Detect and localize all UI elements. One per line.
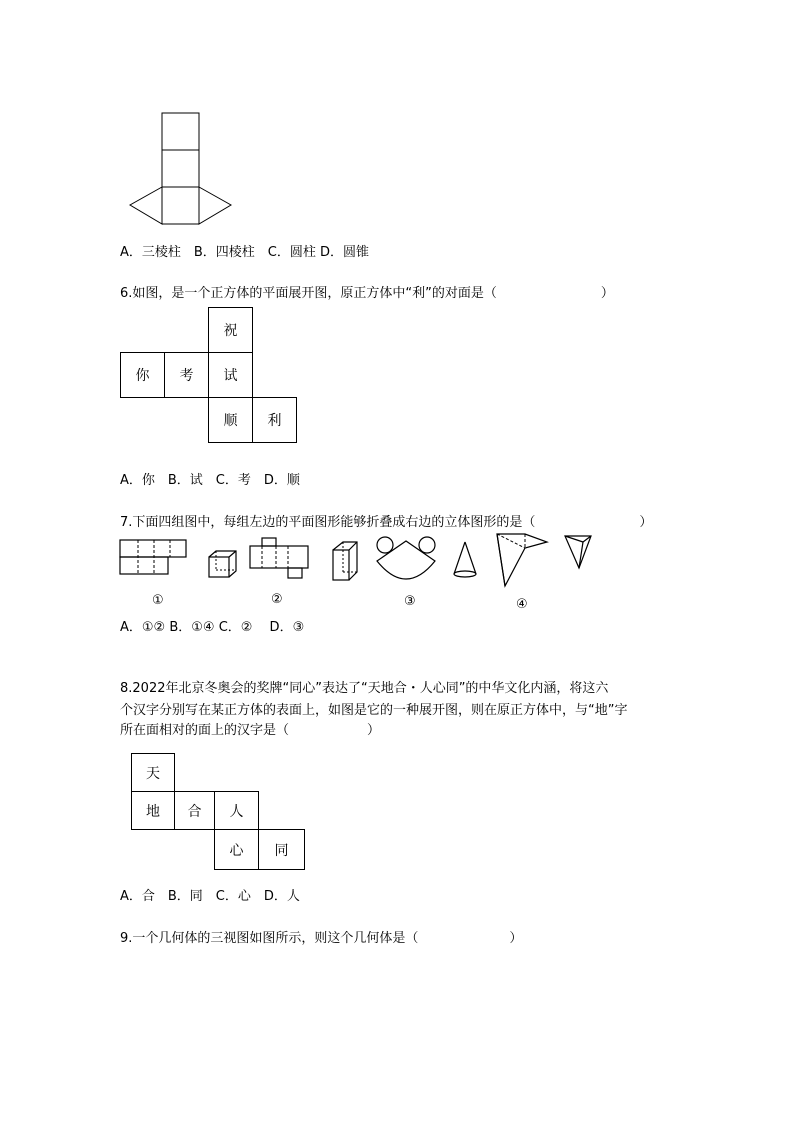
- q9-question: 9.一个几何体的三视图如图所示，则这个几何体是（ ）: [120, 931, 523, 946]
- q7-group4-pyramid: [563, 532, 593, 572]
- q6-question: 6.如图，是一个正方体的平面展开图，原正方体中“利”的对面是（ ）: [120, 286, 614, 301]
- q7-group2-box: [331, 540, 361, 584]
- q7-group3-net: [373, 535, 439, 583]
- q8-question-line2: 个汉字分别写在某正方体的表面上，如图是它的一种展开图，则在原正方体中，与“地”字: [120, 703, 628, 718]
- net-face-zhu: 祝: [208, 307, 253, 353]
- q7-options: A．①② B．①④ C．② D．③: [120, 620, 305, 635]
- net-face-kao: 考: [164, 352, 209, 398]
- net-face-di: 地: [131, 791, 175, 830]
- q7-group1-cube: [207, 549, 239, 579]
- net-face-he: 合: [174, 791, 215, 830]
- net-face-ni: 你: [120, 352, 165, 398]
- net-face-tian: 天: [131, 753, 175, 792]
- q7-label-2: ②: [271, 592, 283, 607]
- q7-group3-cone: [450, 540, 480, 580]
- q8-options: A．合 B．同 C．心 D．人: [120, 889, 300, 904]
- net-face-shun: 顺: [208, 397, 253, 443]
- q8-question-line1: 8.2022年北京冬奥会的奖牌“同心”表达了“天地合・人心同”的中华文化内涵，将这六: [120, 681, 609, 696]
- q8-question-line3: 所在面相对的面上的汉字是（ ）: [120, 723, 381, 738]
- q7-group1-net: [118, 538, 188, 578]
- net-face-shi: 试: [208, 352, 253, 398]
- q5-options: A．三棱柱 B．四棱柱 C．圆柱 D．圆锥: [120, 245, 370, 260]
- net-face-li: 利: [252, 397, 297, 443]
- q7-label-3: ③: [404, 594, 416, 609]
- q5-prism-net-figure: [125, 110, 235, 230]
- net-face-xin: 心: [214, 829, 259, 870]
- net-face-tong: 同: [258, 829, 305, 870]
- q7-label-4: ④: [516, 597, 528, 612]
- q7-question: 7.下面四组图中，每组左边的平面图形能够折叠成右边的立体图形的是（ ）: [120, 515, 653, 530]
- q6-options: A．你 B．试 C．考 D．顺: [120, 473, 300, 488]
- q7-label-1: ①: [152, 593, 164, 608]
- q7-group4-net: [495, 532, 551, 588]
- q7-group2-net: [248, 536, 310, 582]
- net-face-ren: 人: [214, 791, 259, 830]
